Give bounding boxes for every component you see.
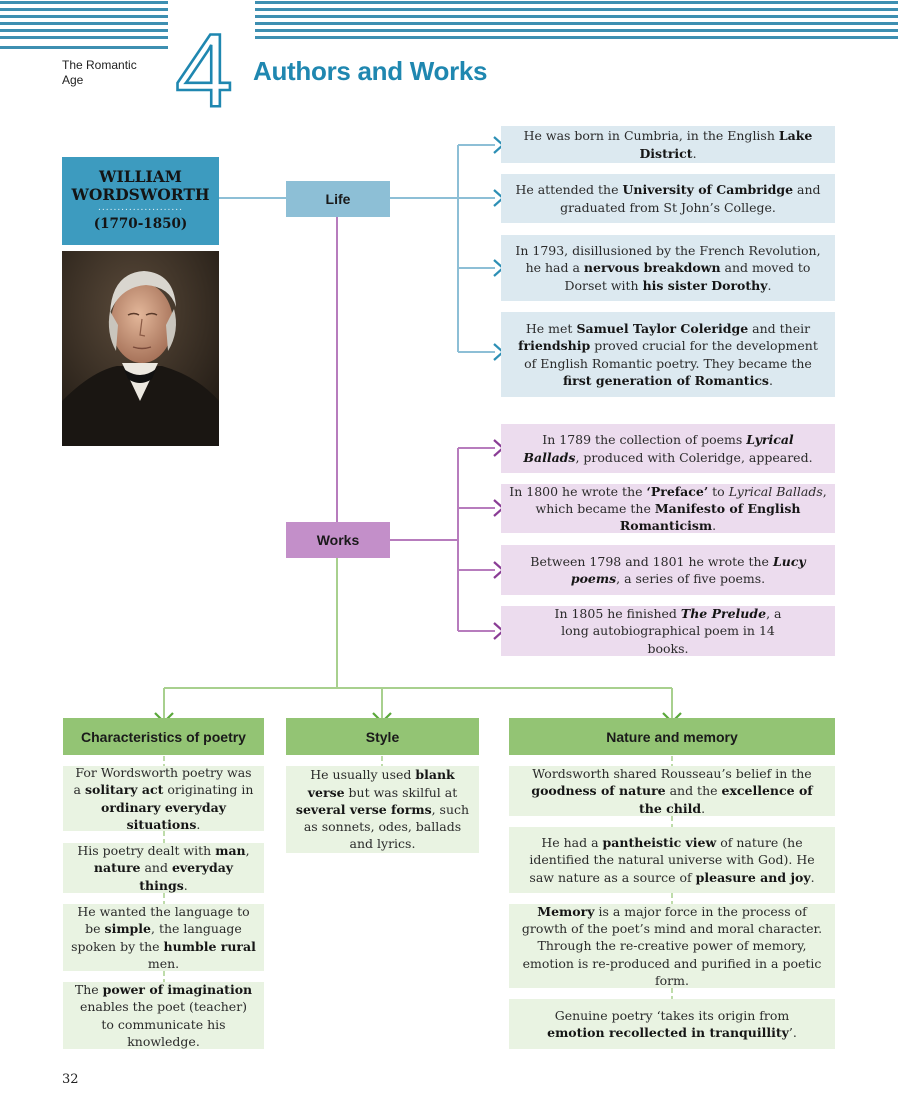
nature-item — [509, 999, 835, 1049]
nature-item — [509, 827, 835, 893]
box-text: In 1800 he wrote the ‘Preface’ to Lyrical Ballads, which became the Manifesto of English Romanticism. — [509, 483, 827, 534]
author-name: WILLIAM WORDSWORTH — [71, 167, 210, 204]
box-text: In 1793, disillusioned by the French Revolution, he had a nervous breakdown and moved to Dorset with his sister Dorothy. — [515, 243, 821, 293]
page-number: 32 — [62, 1072, 79, 1087]
box-text: He wanted the language to be simple, the language spoken by the humble rural men. — [71, 903, 256, 971]
chapter-title: Authors and Works — [253, 56, 488, 86]
characteristics-item — [63, 904, 264, 971]
works-item — [501, 484, 835, 533]
box-text: He attended the University of Cambridge and graduated from St John’s College. — [515, 182, 821, 215]
characteristics-item — [63, 982, 264, 1049]
life-item — [501, 235, 835, 301]
life-node: Life — [286, 181, 390, 217]
life-item — [501, 312, 835, 397]
box-text: Memory is a major force in the process of growth of the poet’s mind and moral character. Through the re-creative power of memory, emotion is re-produced and purified in a poetic form. — [521, 903, 823, 988]
works-node: Works — [286, 522, 390, 558]
works-item — [501, 606, 835, 656]
author-card — [62, 157, 219, 245]
box-text: The power of imagination enables the poet (teacher) to communicate his knowledge. — [74, 981, 253, 1049]
box-text: In 1789 the collection of poems Lyrical Ballads, produced with Coleridge, appeared. — [523, 432, 813, 465]
box-text: He met Samuel Taylor Coleridge and their friendship proved crucial for the development of English Romantic poetry. They became the first generation of Romantics. — [518, 320, 818, 388]
characteristics-item — [63, 766, 264, 831]
box-text: He was born in Cumbria, in the English Lake District. — [523, 128, 813, 161]
works-item — [501, 424, 835, 473]
chapter-number-digit: 4 — [175, 14, 233, 114]
works-item — [501, 545, 835, 595]
box-text: In 1805 he finished The Prelude, a long autobiographical poem in 14 books. — [554, 606, 782, 656]
nature-item — [509, 766, 835, 816]
characteristics-item — [63, 843, 264, 893]
style-item — [286, 766, 479, 853]
box-text: Genuine poetry ‘takes its origin from emotion recollected in tranquillity’. — [547, 1007, 797, 1040]
nature-memory-node: Nature and memory — [509, 718, 835, 755]
style-node: Style — [286, 718, 479, 755]
box-text: He had a pantheistic view of nature (he identified the natural universe with God). He saw nature as a source of pleasure and joy. — [529, 835, 815, 885]
author-dots: ...................... — [98, 203, 183, 213]
box-text: His poetry dealt with man, nature and everyday things. — [77, 843, 250, 893]
life-item — [501, 126, 835, 163]
nature-item — [509, 904, 835, 988]
characteristics-node: Characteristics of poetry — [63, 718, 264, 755]
box-text: For Wordsworth poetry was a solitary act originating in ordinary everyday situations. — [73, 764, 254, 832]
box-text: Wordsworth shared Rousseau’s belief in the goodness of nature and the excellence of the child. — [531, 766, 813, 816]
author-years: (1770-1850) — [93, 216, 188, 232]
box-text: Between 1798 and 1801 he wrote the Lucy poems, a series of five poems. — [530, 553, 806, 586]
author-portrait — [62, 251, 219, 446]
life-item — [501, 174, 835, 223]
section-label: The Romantic Age — [62, 58, 137, 87]
box-text: He usually used blank verse but was skilful at several verse forms, such as sonnets, odes, ballads and lyrics. — [295, 767, 470, 852]
